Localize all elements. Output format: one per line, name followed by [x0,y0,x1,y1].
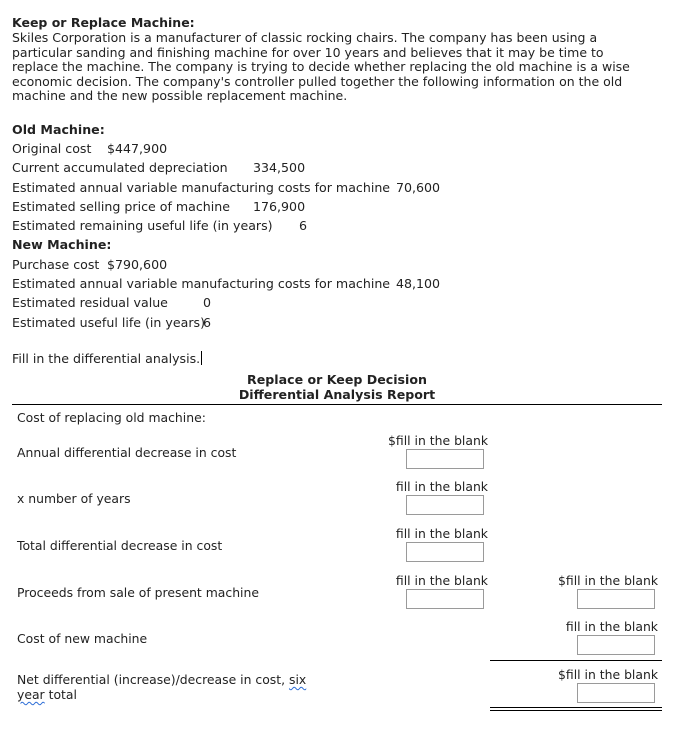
annual-decrease-input[interactable] [406,449,484,469]
old-accum-dep-value: 334,500 [253,160,306,175]
old-machine-heading: Old Machine: [12,122,105,137]
total-decrease-input[interactable] [406,542,484,562]
new-residual-value: 0 [203,295,212,310]
new-residual-label: Estimated residual value [12,295,168,310]
net-label-total: total [44,687,77,702]
net-label-year: year [17,687,45,702]
text-cursor [201,351,202,365]
row-cost-replacing-label: Cost of replacing old machine: [17,410,206,425]
annual-decrease-fill-label: $fill in the blank [388,433,488,448]
proceeds-left-fill-label: fill in the blank [395,573,488,588]
row-cost-new-label: Cost of new machine [17,631,148,646]
report-header-rule [12,404,662,405]
total-double-rule [490,707,662,711]
subtotal-rule [490,660,662,661]
old-annual-var-value: 70,600 [396,180,441,195]
old-annual-var-label: Estimated annual variable manufacturing costs for machine [12,180,391,195]
old-original-cost-label: Original cost [12,141,92,156]
row-total-decrease-label: Total differential decrease in cost [17,538,223,553]
report-title: Replace or Keep Decision [247,372,427,387]
problem-heading: Keep or Replace Machine: [12,15,195,30]
new-purchase-cost-value: $790,600 [107,257,168,272]
net-label-part1: Net differential (increase)/decrease in cost, [17,672,289,687]
row-net-label [17,672,306,702]
net-label-six: six [288,672,307,687]
new-annual-var-value: 48,100 [396,276,441,291]
report-subtitle: Differential Analysis Report [238,387,436,402]
net-fill-label: $fill in the blank [558,667,658,682]
row-years-label: x number of years [17,491,131,506]
instruction-text [12,351,202,366]
years-fill-label: fill in the blank [395,479,488,494]
proceeds-right-fill-label: $fill in the blank [558,573,658,588]
new-purchase-cost-label: Purchase cost [12,257,100,272]
old-remaining-life-label: Estimated remaining useful life (in years) [12,218,273,233]
total-decrease-fill-label: fill in the blank [395,526,488,541]
net-input[interactable] [577,683,655,703]
new-useful-life-label: Estimated useful life (in years) [12,315,205,330]
new-machine-heading: New Machine: [12,237,112,252]
new-useful-life-value: 6 [203,315,212,330]
problem-description: Skiles Corporation is a manufacturer of classic rocking chairs. The company has been using a particular sanding and finishing machine for over 10 years and believes that it may be time to replace the machine. The company is trying to decide whether replacing the old machine is a wise economic decision. The company's controller pulled together the following information on the old machine and the new possible replacement machine. [12,30,630,103]
old-selling-price-label: Estimated selling price of machine [12,199,231,214]
old-selling-price-value: 176,900 [253,199,306,214]
instruction-label: Fill in the differential analysis. [12,351,201,366]
cost-new-input[interactable] [577,635,655,655]
row-proceeds-label: Proceeds from sale of present machine [17,585,259,600]
years-input[interactable] [406,495,484,515]
proceeds-left-input[interactable] [406,589,484,609]
proceeds-right-input[interactable] [577,589,655,609]
old-original-cost-value: $447,900 [107,141,168,156]
old-accum-dep-label: Current accumulated depreciation [12,160,228,175]
old-remaining-life-value: 6 [299,218,308,233]
new-annual-var-label: Estimated annual variable manufacturing costs for machine [12,276,391,291]
row-annual-decrease-label: Annual differential decrease in cost [17,445,237,460]
cost-new-fill-label: fill in the blank [565,619,658,634]
